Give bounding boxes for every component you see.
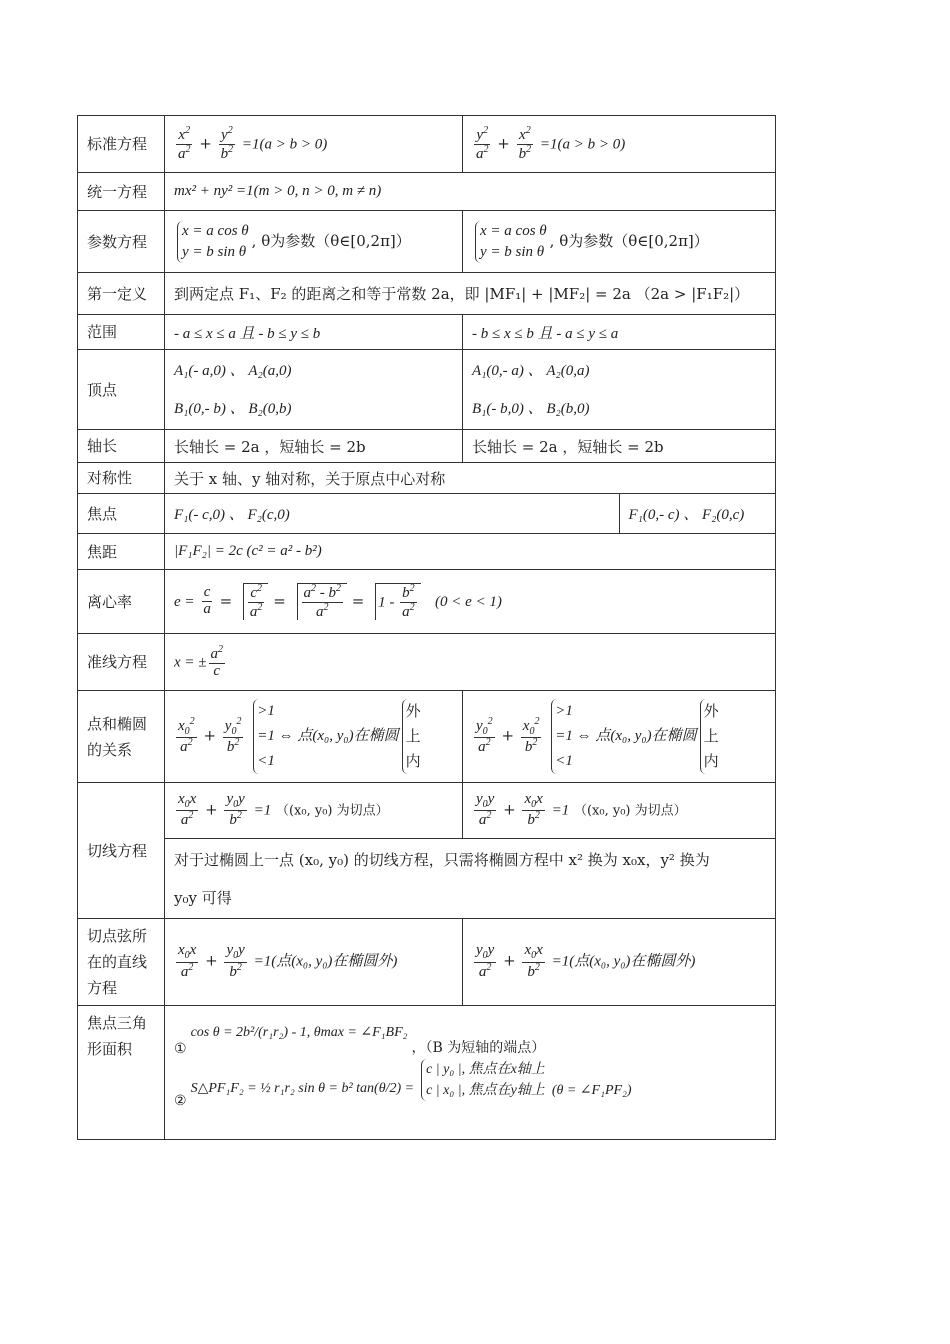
row-label: 范围 bbox=[78, 315, 165, 350]
row-label: 标准方程 bbox=[78, 116, 165, 173]
row-label: 顶点 bbox=[78, 350, 165, 430]
row-focal-distance bbox=[78, 534, 776, 570]
row-label: 焦点 bbox=[78, 494, 165, 534]
row-label: 切线方程 bbox=[78, 783, 165, 919]
row-standard-equation bbox=[78, 116, 776, 173]
row-parametric bbox=[78, 211, 776, 273]
row-label: 离心率 bbox=[78, 570, 165, 634]
point-rel-left: $\frac{x_0^2}{a^2}$ + $\frac{y_0^2}{b^2}$ >1 =1 ⇔ 点(x₀, y₀)在椭圆 <1 外 上 内 bbox=[165, 691, 463, 783]
axis-left: 长轴长 = 2a ，短轴长 = 2b bbox=[165, 430, 463, 463]
row-tangent-b bbox=[78, 839, 776, 919]
vertex-left: A₁(- a,0) 、 A₂(a,0) B₁(0,- b) 、 B₂(0,b) bbox=[165, 350, 463, 430]
row-axis-length bbox=[78, 430, 776, 463]
range-left: - a ≤ x ≤ a 且 - b ≤ y ≤ b bbox=[165, 315, 463, 350]
area-formula-1: ① cos θ = 2b²/(r₁r₂) - 1, θmax = ∠F₁BF₂ ，（B 为短轴的端点） bbox=[174, 1024, 546, 1057]
directrix-formula: x = ± $\frac{a^2}{c}$ bbox=[165, 634, 776, 691]
row-label: 切点弦所在的直线方程 bbox=[78, 919, 165, 1006]
param-left: x = a cos θ y = b sin θ , θ为参数（θ∈[0,2π]） bbox=[165, 211, 463, 273]
row-label: 统一方程 bbox=[78, 173, 165, 211]
range-right: - b ≤ x ≤ b 且 - a ≤ y ≤ a bbox=[463, 315, 776, 350]
row-label: 准线方程 bbox=[78, 634, 165, 691]
def1-text: 到两定点 F₁、F₂ 的距离之和等于常数 2a，即 |MF₁| + |MF₂| = 2a （2a > |F₁F₂|） bbox=[165, 273, 776, 315]
ellipse-properties-table bbox=[77, 115, 776, 1140]
row-vertices bbox=[78, 350, 776, 430]
row-label: 参数方程 bbox=[78, 211, 165, 273]
row-tangent-a bbox=[78, 783, 776, 839]
area-formulas bbox=[165, 1006, 776, 1140]
row-label: 焦距 bbox=[78, 534, 165, 570]
eccentricity-formula: e = $\frac{c}{a}$ = $\frac{c^2}{a^2}$ = $\frac{a^2 - b^2}{a^2}$ = 1 - $\frac{b^2}{a^2}$ (0 < e < 1) bbox=[165, 570, 776, 634]
area-formula-2: ② S△PF₁F₂ = ½ r₁r₂ sin θ = b² tan(θ/2) = c | y₀ |, 焦点在x轴上 c | x₀ |, 焦点在y轴上 (θ = ∠F₁PF₂) bbox=[174, 1067, 769, 1109]
std-eq-right: $\frac{y^2}{a^2}$ + $\frac{x^2}{b^2}$ =1(a > b > 0) bbox=[463, 116, 776, 173]
row-eccentricity bbox=[78, 570, 776, 634]
tangent-left: $\frac{x_0x}{a^2}$ + $\frac{y_0y}{b^2}$ =1 （(x₀, y₀) 为切点） bbox=[165, 783, 463, 839]
row-chord bbox=[78, 919, 776, 1006]
row-label: 对称性 bbox=[78, 463, 165, 494]
vertex-right: A₁(0,- a) 、 A₂(0,a) B₁(- b,0) 、 B₂(b,0) bbox=[463, 350, 776, 430]
point-rel-right: $\frac{y_0^2}{a^2}$ + $\frac{x_0^2}{b^2}$ >1 =1 ⇔ 点(x₀, y₀)在椭圆 <1 外 上 内 bbox=[463, 691, 776, 783]
unified-eq: mx² + ny² =1(m > 0, n > 0, m ≠ n) bbox=[165, 173, 776, 211]
symmetry-text: 关于 x 轴、y 轴对称，关于原点中心对称 bbox=[165, 463, 776, 494]
param-right: x = a cos θ y = b sin θ , θ为参数（θ∈[0,2π]） bbox=[463, 211, 776, 273]
focus-right: F₁(0,- c) 、 F₂(0,c) bbox=[619, 494, 776, 534]
row-point-relation bbox=[78, 691, 776, 783]
row-unified-equation bbox=[78, 173, 776, 211]
focus-left: F₁(- c,0) 、 F₂(c,0) bbox=[165, 494, 620, 534]
row-label: 点和椭圆的关系 bbox=[78, 691, 165, 783]
row-label: 轴长 bbox=[78, 430, 165, 463]
std-eq-left: $\frac{x^2}{a^2}$ + $\frac{y^2}{b^2}$ =1(a > b > 0) bbox=[165, 116, 463, 173]
focal-distance-text: |F₁F₂| = 2c (c² = a² - b²) bbox=[165, 534, 776, 570]
axis-right: 长轴长 = 2a ，短轴长 = 2b bbox=[463, 430, 776, 463]
chord-left: $\frac{x_0x}{a^2}$ + $\frac{y_0y}{b^2}$ =1(点(x₀, y₀)在椭圆外) bbox=[165, 919, 463, 1006]
chord-right: $\frac{y_0y}{a^2}$ + $\frac{x_0x}{b^2}$ =1(点(x₀, y₀)在椭圆外) bbox=[463, 919, 776, 1006]
row-label: 焦点三角形面积 bbox=[78, 1006, 165, 1140]
row-range bbox=[78, 315, 776, 350]
row-directrix bbox=[78, 634, 776, 691]
row-first-definition bbox=[78, 273, 776, 315]
tangent-right: $\frac{y_0y}{a^2}$ + $\frac{x_0x}{b^2}$ =1 （(x₀, y₀) 为切点） bbox=[463, 783, 776, 839]
row-focal-triangle-area bbox=[78, 1006, 776, 1140]
row-foci bbox=[78, 494, 776, 534]
row-symmetry bbox=[78, 463, 776, 494]
tangent-desc: 对于过椭圆上一点 (x₀, y₀) 的切线方程，只需将椭圆方程中 x² 换为 x₀x，y² 换为 y₀y 可得 bbox=[165, 839, 776, 919]
row-label: 第一定义 bbox=[78, 273, 165, 315]
